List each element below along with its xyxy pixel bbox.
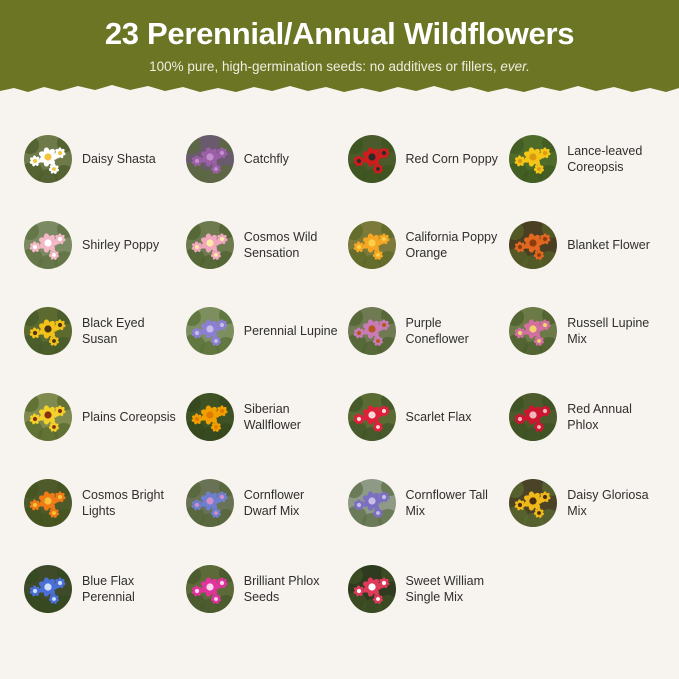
- flower-grid-item[interactable]: [501, 116, 663, 202]
- flower-thumbnail-icon: [509, 221, 557, 269]
- torn-paper-edge: [0, 79, 679, 100]
- flower-thumbnail-icon: [348, 307, 396, 355]
- flower-grid-item[interactable]: [16, 460, 178, 546]
- flower-grid-item[interactable]: [340, 374, 502, 460]
- flower-grid-item[interactable]: [16, 116, 178, 202]
- flower-grid-item[interactable]: [178, 374, 340, 460]
- flower-name-label: Catchfly: [243, 152, 289, 166]
- flower-name-label: Siberian Wallflower: [243, 402, 301, 432]
- flower-thumbnail-icon: [186, 479, 234, 527]
- flower-name-label: Purple Coneflower: [405, 316, 469, 346]
- flower-name-label: Perennial Lupine: [243, 324, 338, 338]
- flower-thumbnail-icon: [24, 565, 72, 613]
- flower-thumbnail-icon: [186, 393, 234, 441]
- flower-name-label: Russell Lupine Mix: [567, 316, 650, 346]
- flower-name-label: Cosmos Bright Lights: [82, 488, 164, 518]
- flower-grid: [0, 116, 679, 632]
- page-title: 23 Perennial/Annual Wildflowers: [104, 16, 575, 51]
- flower-grid-item[interactable]: [16, 288, 178, 374]
- flower-name-label: Shirley Poppy: [82, 238, 160, 252]
- flower-grid-item[interactable]: [16, 374, 178, 460]
- flower-grid-item[interactable]: [178, 202, 340, 288]
- flower-thumbnail-icon: [24, 135, 72, 183]
- flower-grid-item[interactable]: [340, 288, 502, 374]
- flower-thumbnail-icon: [348, 135, 396, 183]
- flower-thumbnail-icon: [186, 307, 234, 355]
- flower-grid-item[interactable]: [178, 460, 340, 546]
- flower-thumbnail-icon: [348, 479, 396, 527]
- flower-thumbnail-icon: [509, 307, 557, 355]
- page-subtitle: [0, 58, 679, 76]
- subtitle-main-text: 100% pure, high-germination seeds: no additives or fillers,: [149, 59, 501, 74]
- flower-thumbnail-icon: [24, 393, 72, 441]
- flower-grid-item[interactable]: [501, 374, 663, 460]
- flower-grid-item[interactable]: [340, 202, 502, 288]
- flower-name-label: Blue Flax Perennial: [82, 574, 135, 604]
- flower-grid-item[interactable]: [178, 546, 340, 632]
- flower-grid-item[interactable]: [340, 116, 502, 202]
- flower-grid-item[interactable]: [501, 288, 663, 374]
- flower-grid-item[interactable]: [340, 546, 502, 632]
- flower-grid-item[interactable]: [16, 202, 178, 288]
- flower-name-label: Red Annual Phlox: [567, 402, 632, 432]
- flower-name-label: Daisy Shasta: [82, 152, 156, 166]
- flower-name-label: Lance-leaved Coreopsis: [567, 144, 643, 174]
- flower-thumbnail-icon: [509, 135, 557, 183]
- flower-thumbnail-icon: [186, 565, 234, 613]
- subtitle-emphasis-text: ever.: [500, 59, 530, 74]
- flower-grid-item[interactable]: [501, 202, 663, 288]
- flower-thumbnail-icon: [348, 393, 396, 441]
- flower-grid-item[interactable]: [501, 460, 663, 546]
- flower-name-label: Cornflower Tall Mix: [405, 488, 488, 518]
- poster-header: [0, 0, 679, 100]
- flower-name-label: Plains Coreopsis: [82, 410, 176, 424]
- flower-name-label: Sweet William Single Mix: [405, 574, 484, 604]
- flower-name-label: Blanket Flower: [567, 238, 650, 252]
- flower-name-label: Daisy Gloriosa Mix: [567, 488, 649, 518]
- flower-name-label: Red Corn Poppy: [405, 152, 498, 166]
- flower-grid-item[interactable]: [16, 546, 178, 632]
- flower-name-label: Cornflower Dwarf Mix: [243, 488, 305, 518]
- flower-name-label: Scarlet Flax: [405, 410, 472, 424]
- flower-grid-item[interactable]: [178, 288, 340, 374]
- flower-grid-item[interactable]: [340, 460, 502, 546]
- flower-name-label: California Poppy Orange: [405, 230, 498, 260]
- flower-thumbnail-icon: [186, 221, 234, 269]
- flower-thumbnail-icon: [186, 135, 234, 183]
- flower-name-label: Cosmos Wild Sensation: [243, 230, 318, 260]
- flower-grid-item[interactable]: [178, 116, 340, 202]
- flower-thumbnail-icon: [24, 479, 72, 527]
- flower-thumbnail-icon: [509, 393, 557, 441]
- flower-thumbnail-icon: [24, 221, 72, 269]
- flower-thumbnail-icon: [348, 565, 396, 613]
- flower-thumbnail-icon: [348, 221, 396, 269]
- flower-name-label: Black Eyed Susan: [82, 316, 145, 346]
- flower-thumbnail-icon: [509, 479, 557, 527]
- flower-thumbnail-icon: [24, 307, 72, 355]
- flower-name-label: Brilliant Phlox Seeds: [243, 574, 320, 604]
